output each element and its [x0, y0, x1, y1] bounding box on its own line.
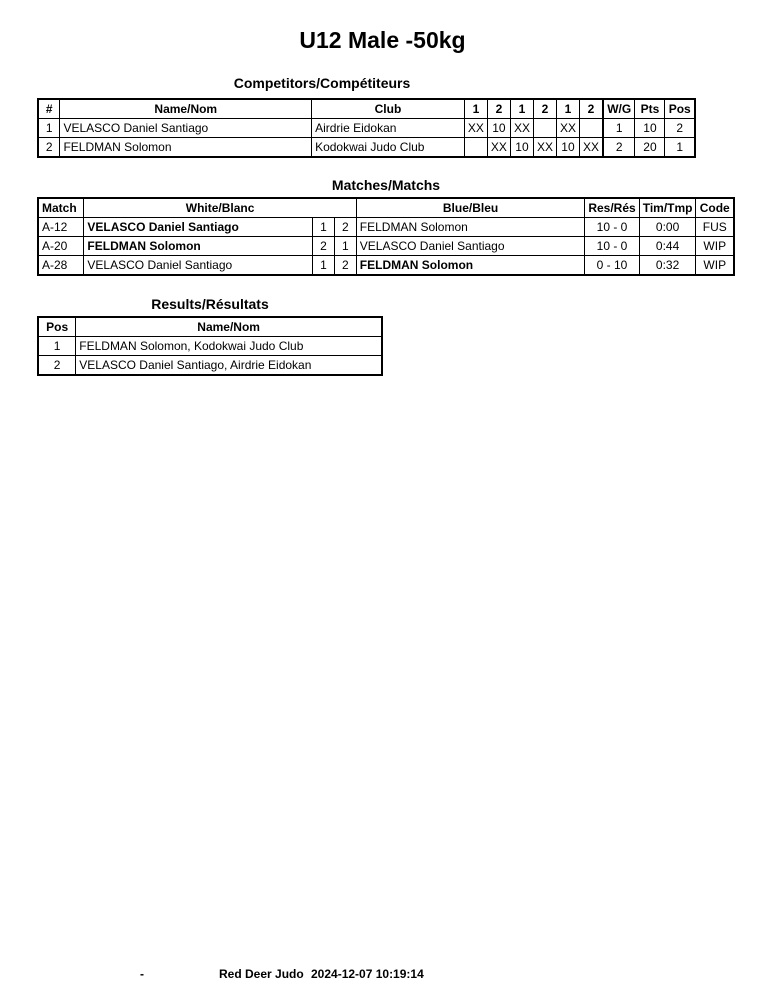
match-time: 0:44: [639, 237, 696, 256]
col-round-1: 1: [464, 99, 487, 119]
col-round-4: 2: [533, 99, 556, 119]
white-competitor: FELDMAN Solomon: [84, 237, 313, 256]
match-id: A-20: [38, 237, 84, 256]
competitor-row: [38, 119, 695, 138]
col-name: Name/Nom: [76, 317, 382, 337]
col-white: White/Blanc: [84, 198, 356, 218]
score-cell: XX: [556, 119, 579, 138]
competitor-num: 1: [38, 119, 60, 138]
result-row: [38, 356, 382, 376]
blue-competitor: VELASCO Daniel Santiago: [356, 237, 585, 256]
score-cell: [533, 119, 556, 138]
match-time: 0:00: [639, 218, 696, 237]
blue-number: 2: [334, 256, 356, 276]
result-name: VELASCO Daniel Santiago, Airdrie Eidokan: [76, 356, 382, 376]
competitor-pts: 20: [635, 138, 665, 158]
col-round-3: 1: [510, 99, 533, 119]
white-number: 1: [313, 256, 335, 276]
col-round-5: 1: [556, 99, 579, 119]
col-blue: Blue/Bleu: [356, 198, 585, 218]
competitor-club: Airdrie Eidokan: [312, 119, 465, 138]
matches-header-row: [38, 198, 734, 218]
col-pts: Pts: [635, 99, 665, 119]
match-row: [38, 218, 734, 237]
col-pos: Pos: [38, 317, 76, 337]
match-result: 10 - 0: [585, 237, 639, 256]
results-heading: Results/Résultats: [151, 296, 269, 312]
competitor-wg: 2: [603, 138, 635, 158]
match-result: 0 - 10: [585, 256, 639, 276]
result-pos: 2: [38, 356, 76, 376]
col-match: Match: [38, 198, 84, 218]
footer-timestamp: 2024-12-07 10:19:14: [311, 967, 424, 981]
white-number: 1: [313, 218, 335, 237]
score-cell: 10: [487, 119, 510, 138]
results-header-row: [38, 317, 382, 337]
competitors-heading: Competitors/Compétiteurs: [233, 75, 411, 91]
competitor-row: [38, 138, 695, 158]
footer-dash: -: [140, 967, 144, 981]
competitors-header-row: [38, 99, 695, 119]
white-competitor: VELASCO Daniel Santiago: [84, 218, 313, 237]
match-row: [38, 237, 734, 256]
score-cell: XX: [533, 138, 556, 158]
match-time: 0:32: [639, 256, 696, 276]
result-name: FELDMAN Solomon, Kodokwai Judo Club: [76, 337, 382, 356]
match-code: FUS: [696, 218, 734, 237]
footer-org: Red Deer Judo: [219, 967, 304, 981]
blue-competitor: FELDMAN Solomon: [356, 256, 585, 276]
blue-competitor: FELDMAN Solomon: [356, 218, 585, 237]
white-competitor: VELASCO Daniel Santiago: [84, 256, 313, 276]
score-cell: [579, 119, 603, 138]
matches-table: [37, 197, 735, 276]
competitor-pos: 1: [665, 138, 695, 158]
result-row: [38, 337, 382, 356]
match-code: WIP: [696, 256, 734, 276]
result-pos: 1: [38, 337, 76, 356]
col-name: Name/Nom: [60, 99, 312, 119]
col-res: Res/Rés: [585, 198, 639, 218]
competitor-name: FELDMAN Solomon: [60, 138, 312, 158]
blue-number: 2: [334, 218, 356, 237]
score-cell: 10: [510, 138, 533, 158]
competitor-pts: 10: [635, 119, 665, 138]
competitor-club: Kodokwai Judo Club: [312, 138, 465, 158]
matches-heading: Matches/Matchs: [331, 177, 441, 193]
col-num: #: [38, 99, 60, 119]
col-time: Tim/Tmp: [639, 198, 696, 218]
col-club: Club: [312, 99, 465, 119]
col-wg: W/G: [603, 99, 635, 119]
score-cell: XX: [487, 138, 510, 158]
competitor-name: VELASCO Daniel Santiago: [60, 119, 312, 138]
score-cell: XX: [464, 119, 487, 138]
match-result: 10 - 0: [585, 218, 639, 237]
competitor-num: 2: [38, 138, 60, 158]
competitor-pos: 2: [665, 119, 695, 138]
col-code: Code: [696, 198, 734, 218]
col-round-6: 2: [579, 99, 603, 119]
match-row: [38, 256, 734, 276]
match-id: A-28: [38, 256, 84, 276]
col-pos: Pos: [665, 99, 695, 119]
score-cell: XX: [579, 138, 603, 158]
score-cell: XX: [510, 119, 533, 138]
score-cell: 10: [556, 138, 579, 158]
match-code: WIP: [696, 237, 734, 256]
col-round-2: 2: [487, 99, 510, 119]
blue-number: 1: [334, 237, 356, 256]
competitor-wg: 1: [603, 119, 635, 138]
page-title: U12 Male -50kg: [299, 27, 466, 53]
white-number: 2: [313, 237, 335, 256]
results-table: [37, 316, 383, 376]
score-cell: [464, 138, 487, 158]
competitors-table: [37, 98, 696, 158]
match-id: A-12: [38, 218, 84, 237]
